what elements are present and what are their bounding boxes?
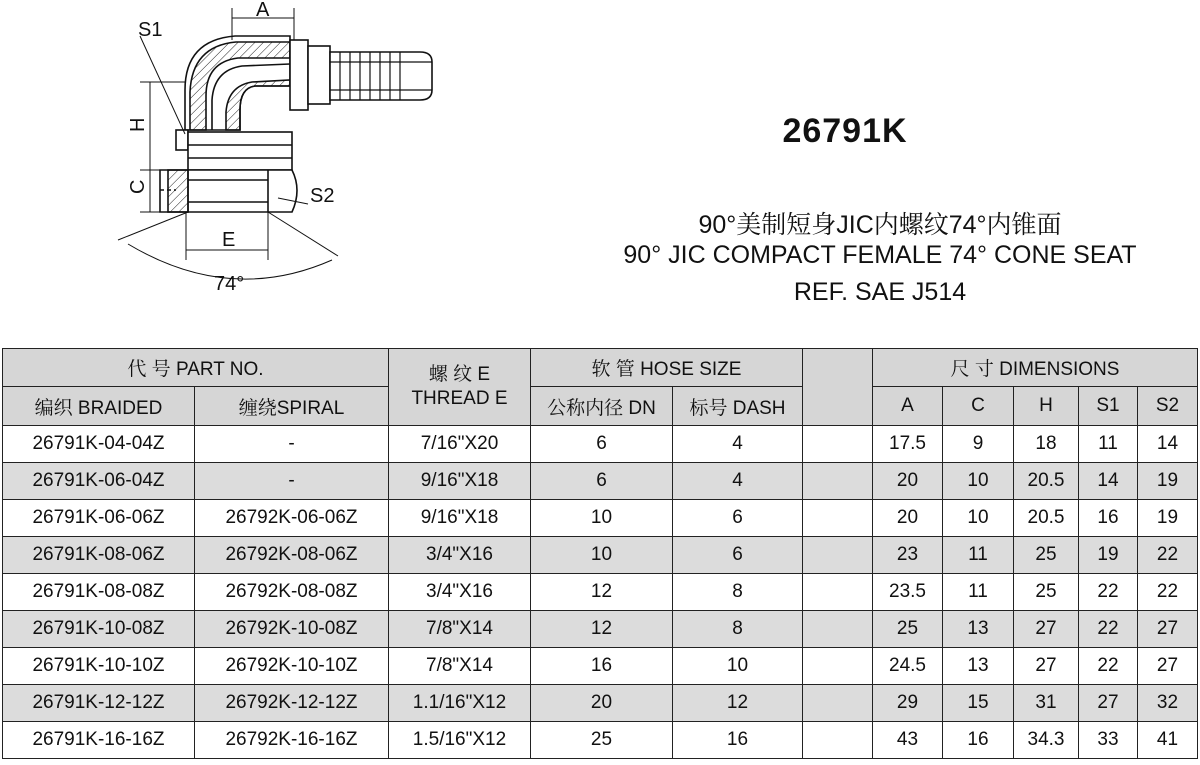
cell-dim-c: 11: [943, 537, 1014, 574]
cell-dim-s1: 33: [1079, 722, 1138, 759]
cell-dn: 25: [531, 722, 673, 759]
cell-dash: 4: [673, 426, 803, 463]
header-thread-en: THREAD E: [411, 388, 508, 409]
cell-dim-s2: 27: [1138, 611, 1198, 648]
cell-dash: 8: [673, 611, 803, 648]
cell-braided-part: 26791K-12-12Z: [3, 685, 195, 722]
cell-dash: 6: [673, 500, 803, 537]
cell-spiral-part: 26792K-16-16Z: [195, 722, 389, 759]
cell-dim-c: 11: [943, 574, 1014, 611]
cell-thread: 7/8"X14: [389, 611, 531, 648]
cell-thread: 3/4"X16: [389, 537, 531, 574]
header-dim-s2: S2: [1138, 387, 1198, 426]
cell-blank: [803, 463, 873, 500]
header-dn: 公称内径 DN: [531, 387, 673, 426]
cell-dim-h: 20.5: [1014, 463, 1079, 500]
cell-spiral-part: 26792K-12-12Z: [195, 685, 389, 722]
cell-dash: 8: [673, 574, 803, 611]
cell-dim-s1: 22: [1079, 611, 1138, 648]
cell-dim-s2: 22: [1138, 537, 1198, 574]
cell-spiral-part: 26792K-08-06Z: [195, 537, 389, 574]
cell-dim-a: 23: [873, 537, 943, 574]
cell-thread: 1.5/16"X12: [389, 722, 531, 759]
table-row: [3, 500, 1198, 537]
table-row: [3, 463, 1198, 500]
cell-blank: [803, 537, 873, 574]
table-body: [3, 426, 1198, 759]
dim-label-e: E: [222, 229, 236, 251]
cell-dn: 10: [531, 537, 673, 574]
header-spiral: 缠绕SPIRAL: [195, 387, 389, 426]
cell-dim-c: 9: [943, 426, 1014, 463]
cell-spiral-part: 26792K-10-10Z: [195, 648, 389, 685]
cell-dim-s1: 11: [1079, 426, 1138, 463]
cell-dim-s2: 22: [1138, 574, 1198, 611]
cell-dim-h: 31: [1014, 685, 1079, 722]
cell-braided-part: 26791K-06-06Z: [3, 500, 195, 537]
header-thread: [389, 349, 531, 426]
header-braided: 编织 BRAIDED: [3, 387, 195, 426]
cell-dn: 12: [531, 611, 673, 648]
cell-braided-part: 26791K-16-16Z: [3, 722, 195, 759]
cell-thread: 7/16"X20: [389, 426, 531, 463]
cell-braided-part: 26791K-08-06Z: [3, 537, 195, 574]
cell-spiral-part: 26792K-06-06Z: [195, 500, 389, 537]
header-dim-s1: S1: [1079, 387, 1138, 426]
cell-dn: 6: [531, 426, 673, 463]
cell-dim-s1: 22: [1079, 648, 1138, 685]
cell-dim-a: 29: [873, 685, 943, 722]
header-hose-size: 软 管 HOSE SIZE: [531, 349, 803, 387]
cell-dim-h: 27: [1014, 648, 1079, 685]
cell-braided-part: 26791K-04-04Z: [3, 426, 195, 463]
dim-label-angle: 74°: [214, 273, 245, 295]
table-row: [3, 685, 1198, 722]
cell-thread: 7/8"X14: [389, 648, 531, 685]
cell-spiral-part: -: [195, 463, 389, 500]
table-row: [3, 722, 1198, 759]
cell-dim-c: 10: [943, 500, 1014, 537]
cell-dim-s2: 41: [1138, 722, 1198, 759]
header-dim-a: A: [873, 387, 943, 426]
cell-blank: [803, 685, 873, 722]
cell-dn: 10: [531, 500, 673, 537]
cell-spiral-part: 26792K-08-08Z: [195, 574, 389, 611]
header-part-no: 代 号 PART NO.: [3, 349, 389, 387]
cell-braided-part: 26791K-10-08Z: [3, 611, 195, 648]
cell-dim-h: 25: [1014, 537, 1079, 574]
cell-blank: [803, 426, 873, 463]
dim-label-s2: S2: [310, 185, 335, 207]
fitting-drawing: [0, 0, 440, 300]
cell-dim-a: 25: [873, 611, 943, 648]
cell-dn: 16: [531, 648, 673, 685]
cell-thread: 9/16"X18: [389, 500, 531, 537]
cell-dim-h: 25: [1014, 574, 1079, 611]
cell-blank: [803, 574, 873, 611]
reference-standard: REF. SAE J514: [793, 278, 967, 306]
cell-dim-c: 13: [943, 648, 1014, 685]
cell-dim-s1: 27: [1079, 685, 1138, 722]
cell-dn: 12: [531, 574, 673, 611]
cell-dash: 6: [673, 537, 803, 574]
cell-dim-h: 27: [1014, 611, 1079, 648]
cell-dn: 6: [531, 463, 673, 500]
cell-thread: 3/4"X16: [389, 574, 531, 611]
dim-label-h: H: [127, 117, 149, 132]
cell-dim-s2: 32: [1138, 685, 1198, 722]
cell-dim-s2: 19: [1138, 463, 1198, 500]
model-number: 26791K: [782, 112, 908, 150]
cell-dash: 12: [673, 685, 803, 722]
cell-dim-s1: 16: [1079, 500, 1138, 537]
cell-spiral-part: 26792K-10-08Z: [195, 611, 389, 648]
cell-braided-part: 26791K-10-10Z: [3, 648, 195, 685]
table-row: [3, 537, 1198, 574]
cell-dim-h: 18: [1014, 426, 1079, 463]
header-dim-c: C: [943, 387, 1014, 426]
cell-dim-a: 20: [873, 500, 943, 537]
dim-label-s1: S1: [138, 19, 163, 41]
cell-dim-a: 23.5: [873, 574, 943, 611]
table-row: [3, 648, 1198, 685]
cell-thread: 1.1/16"X12: [389, 685, 531, 722]
cell-dim-a: 43: [873, 722, 943, 759]
cell-blank: [803, 611, 873, 648]
cell-braided-part: 26791K-08-08Z: [3, 574, 195, 611]
cell-dim-s2: 14: [1138, 426, 1198, 463]
cell-dim-h: 34.3: [1014, 722, 1079, 759]
description-en: 90° JIC COMPACT FEMALE 74° CONE SEAT: [623, 241, 1137, 269]
cell-dim-s1: 22: [1079, 574, 1138, 611]
cell-spiral-part: -: [195, 426, 389, 463]
cell-dim-c: 16: [943, 722, 1014, 759]
header-thread-cn: 螺 纹 E: [428, 364, 491, 385]
cell-dim-a: 20: [873, 463, 943, 500]
header-dim-h: H: [1014, 387, 1079, 426]
cell-dash: 4: [673, 463, 803, 500]
cell-dim-c: 15: [943, 685, 1014, 722]
cell-dim-c: 13: [943, 611, 1014, 648]
cell-blank: [803, 500, 873, 537]
cell-dash: 16: [673, 722, 803, 759]
cell-dn: 20: [531, 685, 673, 722]
cell-dim-a: 24.5: [873, 648, 943, 685]
specification-table: [2, 348, 1198, 759]
cell-braided-part: 26791K-06-04Z: [3, 463, 195, 500]
dim-label-a: A: [256, 0, 270, 21]
table-row: [3, 426, 1198, 463]
dim-label-c: C: [127, 179, 149, 194]
cell-thread: 9/16"X18: [389, 463, 531, 500]
description-cn: 90°美制短身JIC内螺纹74°内锥面: [698, 211, 1062, 239]
header-dimensions: 尺 寸 DIMENSIONS: [873, 349, 1198, 387]
cell-dim-s2: 19: [1138, 500, 1198, 537]
table-row: [3, 611, 1198, 648]
cell-dim-s1: 19: [1079, 537, 1138, 574]
cell-dim-h: 20.5: [1014, 500, 1079, 537]
cell-dim-c: 10: [943, 463, 1014, 500]
cell-blank: [803, 722, 873, 759]
cell-dim-s1: 14: [1079, 463, 1138, 500]
cell-dash: 10: [673, 648, 803, 685]
cell-dim-s2: 27: [1138, 648, 1198, 685]
cell-blank: [803, 648, 873, 685]
header-dash: 标号 DASH: [673, 387, 803, 426]
header-blank: [803, 349, 873, 426]
cell-dim-a: 17.5: [873, 426, 943, 463]
table-row: [3, 574, 1198, 611]
